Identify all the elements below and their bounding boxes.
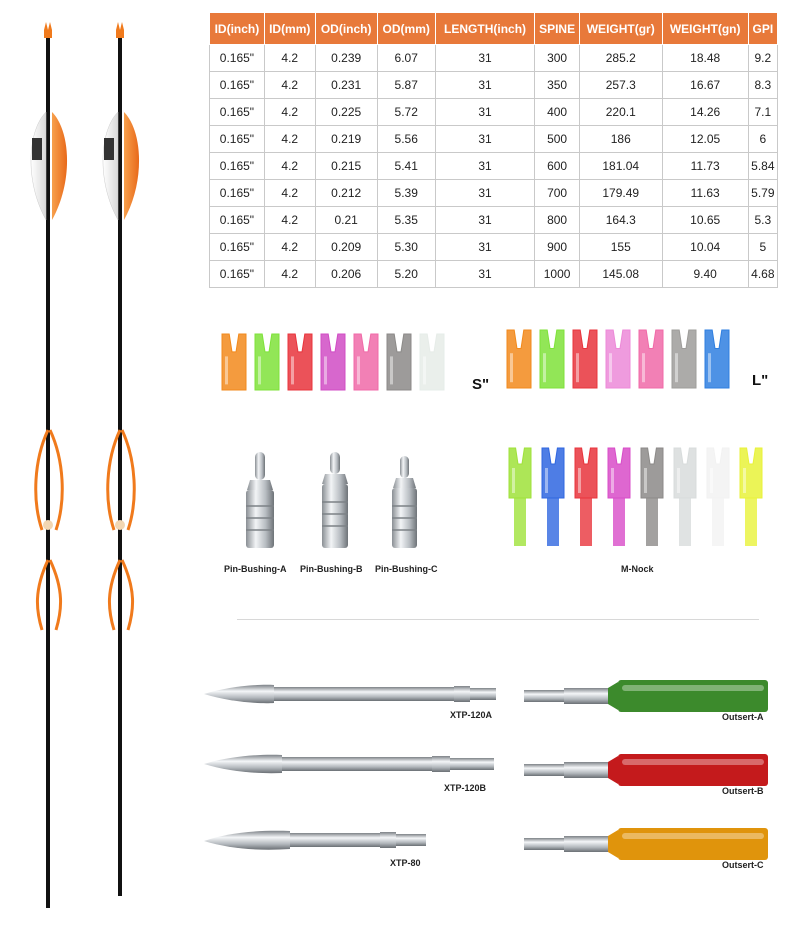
m-nock-7 [707,448,729,498]
spec-table-cell: 285.2 [579,45,662,72]
insert-group [200,676,500,866]
outsert-c-label: Outsert-C [722,860,764,870]
l-nock-3 [573,330,597,388]
m-nock-stem [547,498,559,546]
spec-table-cell: 10.04 [662,234,748,261]
l-nock-5 [639,330,663,388]
spec-table-cell: 0.215 [315,153,377,180]
xtp-120a-insert [204,685,496,703]
spec-header-cell: OD(mm) [377,13,435,45]
xtp-120b-label: XTP-120B [444,783,487,793]
spec-table-row [210,207,778,234]
arrow-vane [52,112,67,220]
xtp-120b-insert [204,755,494,773]
m-nock-stem [646,498,658,546]
xtp-120a-label: XTP-120A [450,710,493,720]
spec-table-cell: 31 [435,261,535,288]
arrow-shaft [118,38,122,896]
spec-table-cell: 6.07 [377,45,435,72]
spec-table-cell: 220.1 [579,99,662,126]
spec-table-cell: 4.2 [264,153,315,180]
l-nock-7 [705,330,729,388]
spec-header-cell: ID(inch) [210,13,265,45]
spec-table-row [210,126,778,153]
m-nock-5 [641,448,663,498]
spec-table-cell: 9.2 [748,45,777,72]
spec-table-cell: 31 [435,153,535,180]
spec-table-cell: 0.212 [315,180,377,207]
m-nock-stem [514,498,526,546]
arrows-illustration [30,20,140,910]
spec-table-cell: 145.08 [579,261,662,288]
spec-table-cell: 31 [435,180,535,207]
spec-table-row [210,72,778,99]
spec-table-cell: 4.2 [264,234,315,261]
outsert-c [524,828,768,860]
arrow-shaft [46,38,50,908]
spec-table-cell: 31 [435,207,535,234]
m-nock-stem [745,498,757,546]
spec-table-cell: 14.26 [662,99,748,126]
s-nock-4 [321,334,345,390]
spec-table-cell: 4.2 [264,45,315,72]
spec-table-cell: 5.30 [377,234,435,261]
shaft-emblem [43,520,53,530]
spec-table-row [210,261,778,288]
spec-table-cell: 5.41 [377,153,435,180]
spec-table-cell: 4.2 [264,180,315,207]
spec-table-cell: 164.3 [579,207,662,234]
spec-table-cell: 800 [535,207,579,234]
spec-table-cell: 0.219 [315,126,377,153]
pin-bushing-a [246,452,274,548]
s-nock-row [218,330,458,396]
spec-table-cell: 10.65 [662,207,748,234]
arrow-vane [124,112,139,220]
outsert-a [524,680,768,712]
spec-table-cell: 900 [535,234,579,261]
spec-table-cell: 12.05 [662,126,748,153]
pin-bushing-c-label: Pin-Bushing-C [375,564,438,574]
spec-table-cell: 7.1 [748,99,777,126]
spec-table-cell: 4.2 [264,72,315,99]
spec-table-cell: 8.3 [748,72,777,99]
arrow-vane [31,112,46,220]
spec-table-cell: 5.20 [377,261,435,288]
spec-table-cell: 5.72 [377,99,435,126]
s-nock-6 [387,334,411,390]
spec-table-cell: 11.73 [662,153,748,180]
l-nock-row [503,326,739,392]
l-nock-2 [540,330,564,388]
spec-table-cell: 0.209 [315,234,377,261]
spec-table-cell: 155 [579,234,662,261]
spec-header-cell: WEIGHT(gn) [662,13,748,45]
s-size-mark: S" [472,376,490,393]
spec-table-body [210,45,778,288]
spec-table-row [210,99,778,126]
spec-table-cell: 31 [435,126,535,153]
l-nock-1 [507,330,531,388]
spec-table-cell: 31 [435,72,535,99]
spec-table-cell: 4.2 [264,126,315,153]
s-nock-3 [288,334,312,390]
l-nock-6 [672,330,696,388]
arrow-nock [44,22,52,38]
spec-table-cell: 181.04 [579,153,662,180]
spec-table-cell: 0.165" [210,126,265,153]
spec-table-cell: 0.225 [315,99,377,126]
spec-table-cell: 300 [535,45,579,72]
spec-table-cell: 179.49 [579,180,662,207]
spec-table-cell: 600 [535,153,579,180]
spec-table-cell: 0.165" [210,207,265,234]
spec-table-cell: 4.68 [748,261,777,288]
spec-table-cell: 6 [748,126,777,153]
m-nock-1 [509,448,531,498]
m-nock-2 [542,448,564,498]
m-nock-stem [580,498,592,546]
spec-table-cell: 31 [435,99,535,126]
arrow-2 [103,22,139,896]
spec-table-cell: 5.35 [377,207,435,234]
spec-table-cell: 16.67 [662,72,748,99]
shaft-tribal-graphic [50,430,62,630]
spec-table-cell: 5.79 [748,180,777,207]
spec-table-row [210,45,778,72]
spec-table-cell: 4.2 [264,261,315,288]
s-nock-2 [255,334,279,390]
m-nock-4 [608,448,630,498]
shaft-tribal-graphic [122,430,134,630]
spec-table-row [210,234,778,261]
arrow-vane [103,112,118,220]
m-nock-stem [613,498,625,546]
outsert-group [522,674,772,864]
spec-table [209,12,778,288]
arrow-nock [116,22,124,38]
spec-table-cell: 0.165" [210,261,265,288]
spec-header-cell: WEIGHT(gr) [579,13,662,45]
spec-table-cell: 0.231 [315,72,377,99]
m-nock-3 [575,448,597,498]
spec-table-cell: 0.21 [315,207,377,234]
s-nock-7 [420,334,444,390]
spec-table-cell: 5.87 [377,72,435,99]
outsert-a-label: Outsert-A [722,712,764,722]
spec-table-cell: 0.165" [210,99,265,126]
m-nock-label: M-Nock [621,564,654,574]
pin-bushing-c [392,456,417,548]
s-nock-1 [222,334,246,390]
spec-header-cell: LENGTH(inch) [435,13,535,45]
spec-table-row [210,153,778,180]
spec-table-cell: 5.84 [748,153,777,180]
spec-table-cell: 9.40 [662,261,748,288]
m-nock-row [505,444,775,550]
spec-table-cell: 5.39 [377,180,435,207]
spec-table-cell: 5 [748,234,777,261]
pin-bushing-a-label: Pin-Bushing-A [224,564,287,574]
spec-table-cell: 4.2 [264,99,315,126]
spec-header-cell: SPINE [535,13,579,45]
spec-table-header-row [210,13,778,45]
spec-table-cell: 500 [535,126,579,153]
brand-logo-mark [104,138,114,160]
l-nock-4 [606,330,630,388]
spec-table-cell: 257.3 [579,72,662,99]
spec-table-cell: 350 [535,72,579,99]
section-divider [237,619,759,620]
m-nock-6 [674,448,696,498]
spec-table-cell: 700 [535,180,579,207]
spec-table-cell: 18.48 [662,45,748,72]
spec-table-cell: 31 [435,234,535,261]
arrow-1 [31,22,67,908]
l-size-mark: L" [752,372,769,389]
spec-table-cell: 5.3 [748,207,777,234]
xtp-80-insert [204,831,426,850]
spec-table-cell: 4.2 [264,207,315,234]
spec-table-cell: 0.165" [210,45,265,72]
spec-table-cell: 186 [579,126,662,153]
outsert-b [524,754,768,786]
spec-table-cell: 0.165" [210,153,265,180]
outsert-b-label: Outsert-B [722,786,764,796]
pin-bushing-b-label: Pin-Bushing-B [300,564,363,574]
m-nock-stem [712,498,724,546]
spec-table-cell: 31 [435,45,535,72]
spec-table-cell: 0.165" [210,72,265,99]
pin-bushing-group [230,450,440,555]
spec-table-row [210,180,778,207]
s-nock-5 [354,334,378,390]
spec-table-cell: 0.165" [210,180,265,207]
spec-table-cell: 11.63 [662,180,748,207]
spec-table-cell: 0.206 [315,261,377,288]
pin-bushing-b [322,452,348,548]
spec-table-cell: 1000 [535,261,579,288]
spec-table-cell: 0.239 [315,45,377,72]
brand-logo-mark [32,138,42,160]
m-nock-stem [679,498,691,546]
shaft-emblem [115,520,125,530]
spec-table-cell: 5.56 [377,126,435,153]
xtp-80-label: XTP-80 [390,858,421,868]
spec-header-cell: OD(inch) [315,13,377,45]
spec-header-cell: GPI [748,13,777,45]
spec-header-cell: ID(mm) [264,13,315,45]
m-nock-8 [740,448,762,498]
spec-table-cell: 400 [535,99,579,126]
spec-table-cell: 0.165" [210,234,265,261]
